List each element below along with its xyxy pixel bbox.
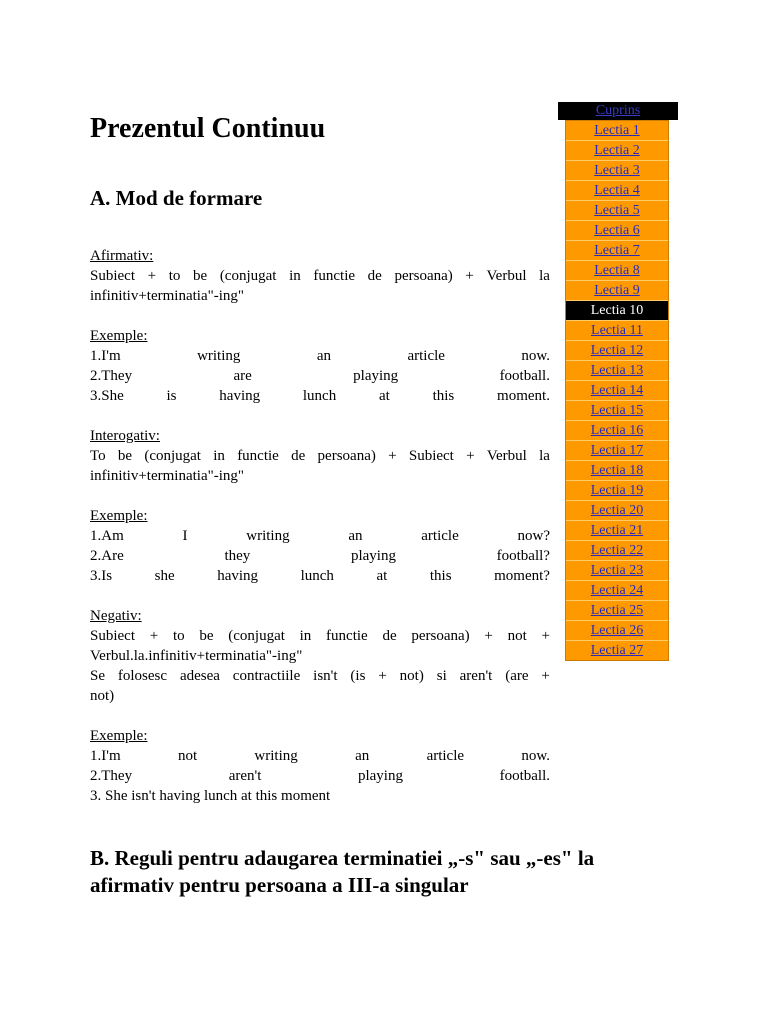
rule-word: functie <box>313 268 356 284</box>
menu-item-link[interactable]: Lectia 5 <box>594 203 640 218</box>
example-word: moment? <box>494 568 550 584</box>
rule-word: si <box>436 668 447 684</box>
section-a-body <box>90 246 550 806</box>
example-word: playing <box>353 368 399 384</box>
rule-word: (conjugat <box>219 268 277 284</box>
menu-item-lectia-5[interactable] <box>566 201 668 221</box>
example-line <box>90 546 550 566</box>
menu-item-link[interactable]: Lectia 24 <box>590 583 644 598</box>
rule-word: be <box>199 628 214 644</box>
rule-word: be <box>193 268 208 284</box>
example-line <box>90 526 550 546</box>
rule-word: persoana) <box>411 628 470 644</box>
example-word: article <box>426 748 465 764</box>
example-word: this <box>432 388 455 404</box>
interogativ-rule <box>90 446 550 486</box>
rule-word: Subiect <box>408 448 454 464</box>
afirmativ-rule <box>90 266 550 306</box>
example-word: 3.Is <box>90 568 113 584</box>
example-word: article <box>421 528 459 544</box>
section-a-heading: A. Mod de formare <box>90 186 263 210</box>
menu-item-lectia-13[interactable] <box>566 361 668 381</box>
menu-item-link[interactable]: Lectia 10 <box>590 303 644 318</box>
menu-item-lectia-16[interactable] <box>566 421 668 441</box>
example-word: having <box>219 388 261 404</box>
menu-item-lectia-12[interactable] <box>566 341 668 361</box>
example-word: at <box>376 568 388 584</box>
afirmativ-label: Afirmativ: <box>90 248 154 264</box>
rule-word: persoana) <box>317 448 376 464</box>
rule-word: functie <box>237 448 279 464</box>
example-line: 3. She isn't having lunch at this moment <box>90 788 331 804</box>
example-word: not <box>177 748 198 764</box>
example-word: she <box>154 568 175 584</box>
menu-item-lectia-17[interactable] <box>566 441 668 461</box>
rule-word: folosesc <box>117 668 168 684</box>
menu-item-lectia-7[interactable] <box>566 241 668 261</box>
example-word: writing <box>254 748 298 764</box>
rule-word: Subiect <box>90 268 135 284</box>
rule-word: be <box>117 448 133 464</box>
example-word: writing <box>197 348 241 364</box>
example-word: are <box>233 368 252 384</box>
rule-word: + <box>147 268 157 284</box>
menu-item-lectia-3[interactable] <box>566 161 668 181</box>
example-word: is <box>166 388 177 404</box>
example-word: playing <box>357 768 403 784</box>
example-word: this <box>429 568 452 584</box>
menu-item-lectia-27[interactable] <box>566 641 668 660</box>
menu-item-lectia-26[interactable] <box>566 621 668 641</box>
menu-item-link[interactable]: Lectia 27 <box>590 643 644 658</box>
rule-line: infinitiv+terminatia"-ing" <box>90 288 245 304</box>
rule-word: + <box>388 448 397 464</box>
rule-word: Verbul <box>486 268 527 284</box>
rule-line: not) <box>90 688 115 704</box>
menu-item-lectia-21[interactable] <box>566 521 668 541</box>
example-word: writing <box>246 528 290 544</box>
example-word: football. <box>499 768 550 784</box>
menu-item-link[interactable]: Lectia 14 <box>590 383 644 398</box>
menu-item-link[interactable]: Lectia 9 <box>594 283 640 298</box>
menu-header <box>558 102 678 120</box>
rule-word: Verbul <box>486 448 527 464</box>
rule-line <box>90 666 550 686</box>
menu-item-lectia-22[interactable] <box>566 541 668 561</box>
example-line <box>90 746 550 766</box>
rule-word: (are <box>505 668 529 684</box>
rule-word: + <box>484 628 493 644</box>
rule-word: in <box>289 268 301 284</box>
rule-word: la <box>539 268 550 284</box>
rule-word: functie <box>326 628 368 644</box>
rule-word: isn't <box>313 668 338 684</box>
rule-word: aren't <box>459 668 493 684</box>
example-word: football? <box>496 548 550 564</box>
example-word: an <box>348 528 363 544</box>
example-word: 1.Am <box>90 528 124 544</box>
example-word: 1.I'm <box>90 748 121 764</box>
example-word: 2.Are <box>90 548 124 564</box>
example-word: an <box>355 748 370 764</box>
exemple-negativ-list <box>90 746 550 786</box>
lesson-menu <box>558 102 678 661</box>
example-word: moment. <box>497 388 550 404</box>
menu-item-lectia-15[interactable] <box>566 401 668 421</box>
lesson-list <box>565 120 669 661</box>
rule-line: infinitiv+terminatia"-ing" <box>90 468 245 484</box>
rule-word: la <box>539 448 550 464</box>
rule-word: + <box>541 628 550 644</box>
example-line <box>90 386 550 406</box>
menu-item-lectia-25[interactable] <box>566 601 668 621</box>
example-word: lunch <box>302 388 337 404</box>
rule-word: de <box>291 448 306 464</box>
menu-item-lectia-2[interactable] <box>566 141 668 161</box>
rule-word: in <box>213 448 225 464</box>
menu-item-link[interactable]: Lectia 6 <box>594 223 640 238</box>
example-word: playing <box>350 548 396 564</box>
exemple-interogativ-list <box>90 526 550 586</box>
example-word: now. <box>521 748 550 764</box>
example-word: an <box>316 348 332 364</box>
example-word: aren't <box>228 768 262 784</box>
menu-item-lectia-18[interactable] <box>566 461 668 481</box>
example-word: at <box>378 388 390 404</box>
rule-word: To <box>90 448 106 464</box>
rule-word: to <box>172 628 185 644</box>
menu-item-lectia-11[interactable] <box>566 321 668 341</box>
negativ-label: Negativ: <box>90 608 142 624</box>
menu-item-link[interactable]: Lectia 18 <box>590 463 644 478</box>
menu-item-link[interactable]: Lectia 3 <box>594 163 640 178</box>
example-word: they <box>224 548 251 564</box>
example-line <box>90 346 550 366</box>
menu-item-link[interactable]: Lectia 11 <box>591 323 643 338</box>
rule-word: + <box>465 268 474 284</box>
menu-item-link[interactable]: Lectia 26 <box>590 623 644 638</box>
page-title: Prezentul Continuu <box>90 113 326 144</box>
rule-word: de <box>367 268 382 284</box>
rule-word: persoana) <box>394 268 453 284</box>
cuprins-link[interactable]: Cuprins <box>595 103 641 118</box>
negativ-rule <box>90 626 550 706</box>
rule-word: + <box>466 448 475 464</box>
rule-line <box>90 626 550 646</box>
menu-item-link[interactable]: Lectia 22 <box>590 543 644 558</box>
example-word: lunch <box>300 568 334 584</box>
menu-item-link[interactable]: Lectia 7 <box>594 243 640 258</box>
rule-word: not) <box>399 668 424 684</box>
exemple-afirmativ-list <box>90 346 550 406</box>
menu-item-link[interactable]: Lectia 4 <box>594 183 640 198</box>
menu-item-lectia-14[interactable] <box>566 381 668 401</box>
rule-word: + <box>378 668 387 684</box>
interogativ-label: Interogativ: <box>90 428 160 444</box>
example-word: having <box>217 568 259 584</box>
menu-item-link[interactable]: Lectia 23 <box>590 563 644 578</box>
menu-item-link[interactable]: Lectia 2 <box>594 143 640 158</box>
menu-item-link[interactable]: Lectia 8 <box>594 263 640 278</box>
menu-item-link[interactable]: Lectia 12 <box>590 343 644 358</box>
menu-item-lectia-4[interactable] <box>566 181 668 201</box>
example-word: now. <box>521 348 550 364</box>
example-line <box>90 366 550 386</box>
example-word: now? <box>517 528 550 544</box>
rule-word: in <box>299 628 312 644</box>
menu-item-lectia-6[interactable] <box>566 221 668 241</box>
menu-item-lectia-9[interactable] <box>566 281 668 301</box>
menu-item-lectia-8[interactable] <box>566 261 668 281</box>
rule-word: Subiect <box>90 628 135 644</box>
example-word: 3.She <box>90 388 124 404</box>
rule-word: de <box>382 628 397 644</box>
example-word: 2.They <box>90 768 133 784</box>
example-word: 2.They <box>90 368 133 384</box>
rule-word: (conjugat <box>144 448 201 464</box>
menu-item-link[interactable]: Lectia 1 <box>594 123 640 138</box>
example-word: 1.I'm <box>90 348 121 364</box>
rule-word: (conjugat <box>228 628 285 644</box>
rule-word: adesea <box>179 668 220 684</box>
menu-item-lectia-1[interactable] <box>566 121 668 141</box>
example-word: I <box>182 528 188 544</box>
rule-word: + <box>149 628 159 644</box>
menu-item-link[interactable]: Lectia 20 <box>590 503 644 518</box>
menu-item-lectia-23[interactable] <box>566 561 668 581</box>
rule-word: + <box>541 668 550 684</box>
exemple-label: Exemple: <box>90 328 148 344</box>
exemple-label: Exemple: <box>90 508 148 524</box>
menu-item-link[interactable]: Lectia 19 <box>590 483 644 498</box>
rule-word: contractiile <box>232 668 301 684</box>
rule-word: not <box>507 628 527 644</box>
example-word: football. <box>499 368 550 384</box>
menu-item-link[interactable]: Lectia 25 <box>590 603 644 618</box>
menu-item-link[interactable]: Lectia 15 <box>590 403 644 418</box>
rule-line: Verbul.la.infinitiv+terminatia"-ing" <box>90 648 303 664</box>
example-word: article <box>407 348 445 364</box>
section-b-heading: B. Reguli pentru adaugarea terminatiei „-s" sau „-es" la afirmativ pentru persoana a III-a singular <box>90 846 595 897</box>
menu-item-lectia-10[interactable] <box>566 301 668 321</box>
menu-item-lectia-20[interactable] <box>566 501 668 521</box>
exemple-label: Exemple: <box>90 728 148 744</box>
rule-line <box>90 446 550 466</box>
example-line <box>90 766 550 786</box>
rule-word: to <box>168 268 181 284</box>
menu-item-lectia-19[interactable] <box>566 481 668 501</box>
menu-item-link[interactable]: Lectia 17 <box>590 443 644 458</box>
rule-word: Se <box>90 668 105 684</box>
rule-word: (is <box>350 668 366 684</box>
menu-item-lectia-24[interactable] <box>566 581 668 601</box>
rule-line <box>90 266 550 286</box>
menu-item-link[interactable]: Lectia 21 <box>590 523 644 538</box>
menu-item-link[interactable]: Lectia 16 <box>590 423 644 438</box>
example-line <box>90 566 550 586</box>
menu-item-link[interactable]: Lectia 13 <box>590 363 644 378</box>
